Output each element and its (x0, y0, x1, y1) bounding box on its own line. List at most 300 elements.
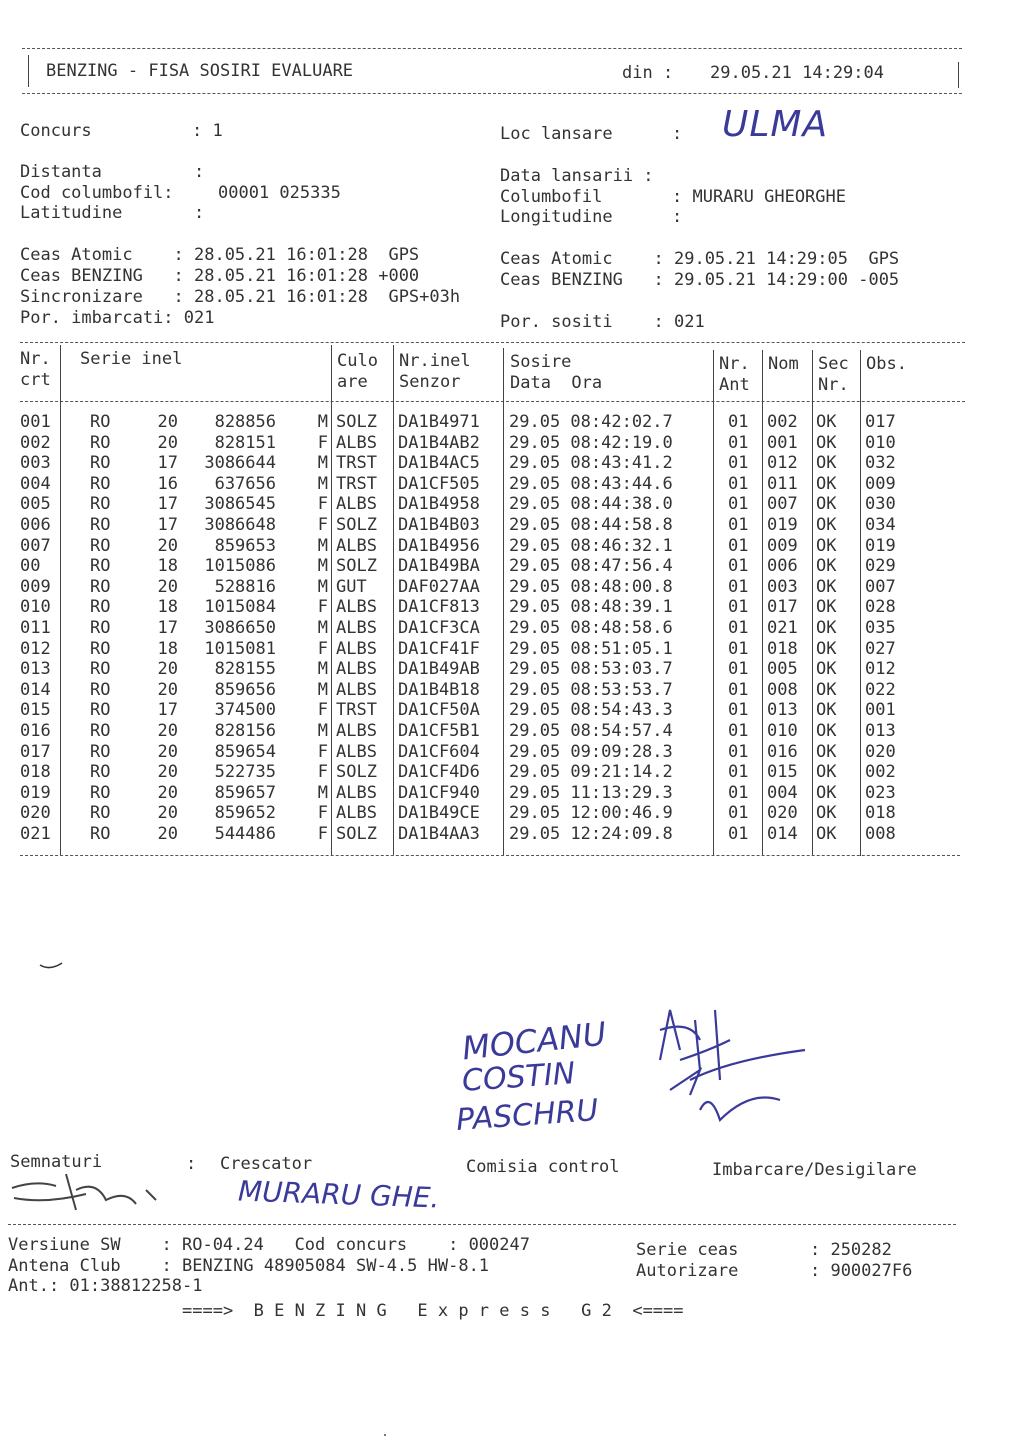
cell-sex: F (317, 494, 328, 515)
cell-year: 20 (157, 782, 178, 803)
cell-culoare: SOLZ (336, 762, 377, 783)
table-row (0, 597, 1024, 617)
cell-sosire: 29.05 08:42:02.7 (509, 412, 673, 432)
col-nom-header: Nom (768, 354, 799, 374)
cell-culoare: SOLZ (336, 515, 377, 535)
cell-nr-crt: 001 (20, 412, 51, 432)
table-row (0, 803, 1024, 823)
cell-nom: 017 (767, 597, 798, 618)
porumbei-sositi: Por. sositi : 021 (500, 312, 705, 332)
longitudine-label: Longitudine (500, 207, 613, 227)
cell-nr-inel-senzor: DA1B4971 (398, 412, 480, 432)
cell-nr-crt: 011 (20, 618, 51, 638)
cell-obs: 002 (865, 762, 896, 783)
cell-year: 18 (157, 638, 178, 659)
cell-nr-ant: 01 (728, 741, 749, 762)
cell-sex: M (317, 412, 328, 432)
cell-nr-inel-senzor: DA1CF3CA (398, 618, 480, 638)
cell-nom: 012 (767, 453, 798, 474)
cell-nr-crt: 005 (20, 494, 51, 515)
cell-year: 20 (157, 741, 178, 762)
longitudine-value: : (672, 207, 683, 227)
cell-nr-inel-senzor: DA1CF505 (398, 473, 480, 494)
cell-culoare: SOLZ (336, 824, 377, 844)
cell-nr-crt: 013 (20, 659, 51, 680)
cell-culoare: ALBS (336, 803, 377, 824)
distanta-value: : (194, 162, 205, 182)
cell-nr-ant: 01 (728, 597, 749, 618)
header-left-bar (28, 55, 29, 87)
cell-sosire: 29.05 08:43:41.2 (509, 453, 673, 474)
cell-culoare: ALBS (336, 638, 377, 659)
cell-nom: 002 (767, 412, 798, 432)
cell-nr-crt: 021 (20, 824, 51, 844)
cell-sosire: 29.05 08:48:00.8 (509, 576, 673, 597)
cell-nr-inel-senzor: DA1CF4D6 (398, 762, 480, 783)
report-date: 29.05.21 14:29:04 (710, 63, 884, 83)
cell-nom: 018 (767, 638, 798, 659)
cell-nr-ant: 01 (728, 762, 749, 783)
cell-sec: OK (816, 576, 837, 597)
cell-nr-crt: 018 (20, 762, 51, 783)
cell-obs: 020 (865, 741, 896, 762)
cell-ring-number: 828156 (214, 721, 276, 741)
cell-nr-ant: 01 (728, 618, 749, 638)
cell-nr-inel-senzor: DA1B49CE (398, 803, 480, 824)
cell-country: RO (90, 700, 111, 721)
cell-ring-number: 859654 (214, 741, 276, 762)
cell-sec: OK (816, 782, 837, 803)
cell-nr-ant: 01 (728, 453, 749, 474)
cell-year: 20 (157, 432, 178, 453)
cell-country: RO (90, 432, 111, 453)
cell-nr-crt: 006 (20, 515, 51, 535)
cell-sec: OK (816, 618, 837, 638)
cell-sex: F (317, 515, 328, 535)
cell-nr-ant: 01 (728, 721, 749, 741)
table-bottom-rule (20, 855, 960, 856)
columbofil-label: Columbofil (500, 187, 603, 207)
cell-obs: 010 (865, 432, 896, 453)
cell-sosire: 29.05 08:46:32.1 (509, 535, 673, 556)
table-row (0, 639, 1024, 659)
cell-sec: OK (816, 659, 837, 680)
cell-nom: 014 (767, 824, 798, 844)
cell-ring-number: 1015084 (204, 597, 276, 618)
cell-nr-crt: 014 (20, 679, 51, 700)
commission-signature (640, 1000, 840, 1140)
cell-obs: 032 (865, 453, 896, 474)
cell-sec: OK (816, 556, 837, 577)
cell-year: 18 (157, 597, 178, 618)
cod-columbofil-value: 00001 025335 (218, 183, 341, 203)
cell-sex: F (317, 824, 328, 844)
cell-sosire: 29.05 12:24:09.8 (509, 824, 673, 844)
table-row (0, 494, 1024, 514)
cell-nr-inel-senzor: DA1CF50A (398, 700, 480, 721)
table-top-rule (20, 342, 965, 343)
cell-nom: 016 (767, 741, 798, 762)
cell-year: 17 (157, 515, 178, 535)
cell-ring-number: 859652 (214, 803, 276, 824)
cell-country: RO (90, 824, 111, 844)
cell-year: 17 (157, 618, 178, 638)
cell-nr-ant: 01 (728, 700, 749, 721)
cell-sex: M (317, 535, 328, 556)
cell-nr-inel-senzor: DA1B4B18 (398, 679, 480, 700)
cell-sec: OK (816, 679, 837, 700)
cell-culoare: TRST (336, 453, 377, 474)
cell-obs: 008 (865, 824, 896, 844)
comisia-control-label: Comisia control (466, 1157, 620, 1177)
col-sec-header: Sec (818, 354, 849, 374)
col-culo-header: Culo (337, 351, 378, 371)
cell-obs: 027 (865, 638, 896, 659)
cell-nr-ant: 01 (728, 556, 749, 577)
cell-nom: 003 (767, 576, 798, 597)
cell-ring-number: 1015086 (204, 556, 276, 577)
cell-nr-crt: 010 (20, 597, 51, 618)
cell-sosire: 29.05 08:48:58.6 (509, 618, 673, 638)
cell-sex: M (317, 721, 328, 741)
cell-nr-ant: 01 (728, 638, 749, 659)
cell-sec: OK (816, 741, 837, 762)
cell-obs: 007 (865, 576, 896, 597)
cell-nr-crt: 007 (20, 535, 51, 556)
cell-culoare: TRST (336, 700, 377, 721)
cell-culoare: ALBS (336, 494, 377, 515)
cell-year: 17 (157, 494, 178, 515)
cell-country: RO (90, 762, 111, 783)
cell-country: RO (90, 515, 111, 535)
cell-sex: F (317, 803, 328, 824)
col-nrant-header: Nr. (719, 354, 750, 374)
table-row (0, 680, 1024, 700)
cell-nr-inel-senzor: DA1CF604 (398, 741, 480, 762)
cell-nr-inel-senzor: DA1B4958 (398, 494, 480, 515)
cell-nom: 004 (767, 782, 798, 803)
table-row (0, 412, 1024, 432)
handwritten-name-costin: COSTIN (460, 1056, 577, 1099)
table-row (0, 556, 1024, 576)
cell-nom: 010 (767, 721, 798, 741)
cell-nom: 019 (767, 515, 798, 535)
cell-country: RO (90, 412, 111, 432)
cell-ring-number: 828856 (214, 412, 276, 432)
cell-country: RO (90, 453, 111, 474)
cell-nr-crt: 012 (20, 638, 51, 659)
cell-ring-number: 828155 (214, 659, 276, 680)
loc-lansare-handwritten: ULMA (722, 104, 829, 145)
porumbei-imbarcati: Por. imbarcati: 021 (20, 308, 215, 328)
cell-nr-ant: 01 (728, 473, 749, 494)
cell-nr-inel-senzor: DA1B4956 (398, 535, 480, 556)
cell-sosire: 29.05 08:43:44.6 (509, 473, 673, 494)
cell-nr-inel-senzor: DAF027AA (398, 576, 480, 597)
footer-line2-left: Antena Club : BENZING 48905084 SW-4.5 HW-8.1 (8, 1256, 490, 1276)
cell-nr-inel-senzor: DA1CF41F (398, 638, 480, 659)
cell-nr-inel-senzor: DA1CF940 (398, 782, 480, 803)
cell-year: 20 (157, 721, 178, 741)
cell-ring-number: 1015081 (204, 638, 276, 659)
cell-year: 20 (157, 412, 178, 432)
handwritten-name-mocanu: MOCANU (460, 1014, 608, 1068)
cell-obs: 013 (865, 721, 896, 741)
header-right-bar (958, 62, 959, 88)
cell-year: 20 (157, 762, 178, 783)
footer-line1-left: Versiune SW : RO-04.24 Cod concurs : 000247 (8, 1235, 530, 1255)
cell-sec: OK (816, 597, 837, 618)
cell-obs: 034 (865, 515, 896, 535)
footer-rule (8, 1224, 956, 1225)
cell-nr-crt: 003 (20, 453, 51, 474)
cell-culoare: SOLZ (336, 556, 377, 577)
cell-nr-ant: 01 (728, 824, 749, 844)
table-row (0, 783, 1024, 803)
cell-sosire: 29.05 08:42:19.0 (509, 432, 673, 453)
cell-year: 20 (157, 535, 178, 556)
cell-sec: OK (816, 824, 837, 844)
cell-ring-number: 544486 (214, 824, 276, 844)
header-bottom-rule (22, 93, 962, 94)
loc-lansare-label: Loc lansare (500, 124, 613, 144)
cell-nr-crt: 004 (20, 473, 51, 494)
cell-sec: OK (816, 803, 837, 824)
table-row (0, 700, 1024, 720)
cell-sec: OK (816, 494, 837, 515)
cell-nom: 011 (767, 473, 798, 494)
cell-country: RO (90, 721, 111, 741)
cell-nom: 015 (767, 762, 798, 783)
cell-nr-inel-senzor: DA1CF5B1 (398, 721, 480, 741)
ceas-benzing-end: Ceas BENZING : 29.05.21 14:29:00 -005 (500, 270, 900, 290)
table-row (0, 433, 1024, 453)
ceas-benzing-start: Ceas BENZING : 28.05.21 16:01:28 +000 (20, 266, 420, 286)
cell-sex: M (317, 473, 328, 494)
cell-sec: OK (816, 453, 837, 474)
cell-sec: OK (816, 432, 837, 453)
header-top-rule (22, 48, 962, 49)
concurs-value: : 1 (192, 121, 223, 141)
latitudine-value: : (194, 203, 205, 223)
cell-year: 18 (157, 556, 178, 577)
cell-obs: 022 (865, 679, 896, 700)
cell-nr-ant: 01 (728, 535, 749, 556)
cell-nom: 020 (767, 803, 798, 824)
cell-nr-ant: 01 (728, 679, 749, 700)
cell-sex: F (317, 700, 328, 721)
cell-obs: 028 (865, 597, 896, 618)
table-row (0, 824, 1024, 844)
cell-nr-ant: 01 (728, 659, 749, 680)
col-serie-header: Serie inel (80, 349, 183, 369)
cell-culoare: TRST (336, 473, 377, 494)
cell-nr-crt: 020 (20, 803, 51, 824)
cell-nr-inel-senzor: DA1CF813 (398, 597, 480, 618)
cell-nr-ant: 01 (728, 803, 749, 824)
cell-nr-crt: 00 (20, 556, 41, 577)
table-row (0, 474, 1024, 494)
crescator-handwritten-name: MURARU GHE. (237, 1174, 440, 1215)
footer-line2-right: Autorizare : 900027F6 (636, 1261, 913, 1281)
table-row (0, 453, 1024, 473)
cell-sex: F (317, 638, 328, 659)
cell-country: RO (90, 679, 111, 700)
cell-country: RO (90, 473, 111, 494)
col-nr-header: Nr. (20, 349, 51, 369)
cell-nr-inel-senzor: DA1B49BA (398, 556, 480, 577)
cell-year: 20 (157, 803, 178, 824)
cell-nr-ant: 01 (728, 515, 749, 535)
cell-nom: 005 (767, 659, 798, 680)
loc-lansare-colon: : (672, 124, 683, 144)
cell-year: 17 (157, 453, 178, 474)
distanta-label: Distanta (20, 162, 102, 182)
cell-sex: F (317, 432, 328, 453)
cell-sex: M (317, 576, 328, 597)
cell-nr-crt: 019 (20, 782, 51, 803)
cell-sosire: 29.05 08:44:58.8 (509, 515, 673, 535)
cell-country: RO (90, 556, 111, 577)
imbarcare-label: Imbarcare/Desigilare (712, 1160, 917, 1180)
col-secnr-header: Nr. (818, 375, 849, 395)
ceas-atomic-start: Ceas Atomic : 28.05.21 16:01:28 GPS (20, 245, 420, 265)
cell-country: RO (90, 638, 111, 659)
cell-obs: 023 (865, 782, 896, 803)
cell-country: RO (90, 618, 111, 638)
cell-sosire: 29.05 08:54:43.3 (509, 700, 673, 721)
cell-ring-number: 637656 (214, 473, 276, 494)
latitudine-label: Latitudine (20, 203, 123, 223)
benzing-express-banner: ====> B E N Z I N G E x p r e s s G 2 <==== (182, 1301, 684, 1321)
cell-obs: 017 (865, 412, 896, 432)
cell-nr-crt: 016 (20, 721, 51, 741)
cell-nom: 013 (767, 700, 798, 721)
col-nrinel-header: Nr.inel (399, 351, 471, 371)
cell-sex: M (317, 556, 328, 577)
crescator-signature (6, 1170, 206, 1220)
cell-culoare: ALBS (336, 659, 377, 680)
cell-sec: OK (816, 762, 837, 783)
cell-nr-crt: 002 (20, 432, 51, 453)
cell-sex: M (317, 453, 328, 474)
col-senzor-header: Senzor (399, 372, 461, 392)
cell-ring-number: 859653 (214, 535, 276, 556)
report-title: BENZING - FISA SOSIRI EVALUARE (46, 61, 354, 81)
cell-ring-number: 3086545 (204, 494, 276, 515)
cell-nr-crt: 017 (20, 741, 51, 762)
cell-sosire: 29.05 11:13:29.3 (509, 782, 673, 803)
col-ant-header: Ant (719, 375, 750, 395)
cell-sosire: 29.05 08:47:56.4 (509, 556, 673, 577)
cell-nr-inel-senzor: DA1B4AC5 (398, 453, 480, 474)
cell-obs: 012 (865, 659, 896, 680)
cell-sec: OK (816, 515, 837, 535)
cell-obs: 009 (865, 473, 896, 494)
semnaturi-colon: : (186, 1154, 197, 1174)
cell-year: 20 (157, 576, 178, 597)
table-row (0, 762, 1024, 782)
cell-sec: OK (816, 535, 837, 556)
cell-country: RO (90, 741, 111, 762)
cell-obs: 035 (865, 618, 896, 638)
cell-nom: 006 (767, 556, 798, 577)
cell-culoare: ALBS (336, 618, 377, 638)
ceas-atomic-end: Ceas Atomic : 29.05.21 14:29:05 GPS (500, 249, 900, 269)
cell-nom: 008 (767, 679, 798, 700)
cell-culoare: ALBS (336, 597, 377, 618)
stray-dot (384, 1434, 386, 1436)
cell-culoare: ALBS (336, 721, 377, 741)
table-row (0, 618, 1024, 638)
cell-country: RO (90, 659, 111, 680)
cell-sosire: 29.05 08:44:38.0 (509, 494, 673, 515)
cell-culoare: ALBS (336, 782, 377, 803)
cell-sex: F (317, 597, 328, 618)
col-dataora-header: Data Ora (510, 373, 603, 393)
table-row (0, 659, 1024, 679)
handwritten-name-paschru: PASCHRU (454, 1093, 600, 1138)
cell-country: RO (90, 576, 111, 597)
cell-obs: 030 (865, 494, 896, 515)
cell-year: 17 (157, 700, 178, 721)
cell-year: 20 (157, 824, 178, 844)
cell-nr-ant: 01 (728, 494, 749, 515)
cell-nr-ant: 01 (728, 576, 749, 597)
cell-sec: OK (816, 700, 837, 721)
cell-country: RO (90, 494, 111, 515)
cell-ring-number: 859656 (214, 679, 276, 700)
cell-nom: 007 (767, 494, 798, 515)
cell-culoare: SOLZ (336, 412, 377, 432)
cell-sosire: 29.05 09:21:14.2 (509, 762, 673, 783)
semnaturi-label: Semnaturi (10, 1152, 103, 1172)
cell-sex: M (317, 659, 328, 680)
cell-obs: 001 (865, 700, 896, 721)
cell-culoare: ALBS (336, 432, 377, 453)
cell-sex: M (317, 679, 328, 700)
cell-sex: M (317, 618, 328, 638)
cell-nr-ant: 01 (728, 782, 749, 803)
table-row (0, 721, 1024, 741)
cell-ring-number: 522735 (214, 762, 276, 783)
cell-sosire: 29.05 08:51:05.1 (509, 638, 673, 659)
cell-nom: 009 (767, 535, 798, 556)
cell-ring-number: 859657 (214, 782, 276, 803)
table-row (0, 577, 1024, 597)
cell-nr-inel-senzor: DA1B4B03 (398, 515, 480, 535)
columbofil-value: : MURARU GHEORGHE (672, 187, 846, 207)
cell-nr-inel-senzor: DA1B4AA3 (398, 824, 480, 844)
cell-culoare: ALBS (336, 741, 377, 762)
cell-nr-ant: 01 (728, 412, 749, 432)
cell-ring-number: 3086644 (204, 453, 276, 474)
cell-country: RO (90, 597, 111, 618)
cell-year: 20 (157, 679, 178, 700)
cell-sex: M (317, 782, 328, 803)
cell-culoare: GUT (336, 576, 367, 597)
cell-culoare: ALBS (336, 679, 377, 700)
cell-sosire: 29.05 09:09:28.3 (509, 741, 673, 762)
cod-columbofil-label: Cod columbofil: (20, 183, 174, 203)
col-sosire-header: Sosire (510, 352, 572, 372)
cell-year: 16 (157, 473, 178, 494)
cell-obs: 019 (865, 535, 896, 556)
cell-sec: OK (816, 473, 837, 494)
concurs-label: Concurs (20, 121, 92, 141)
cell-ring-number: 374500 (214, 700, 276, 721)
cell-obs: 029 (865, 556, 896, 577)
